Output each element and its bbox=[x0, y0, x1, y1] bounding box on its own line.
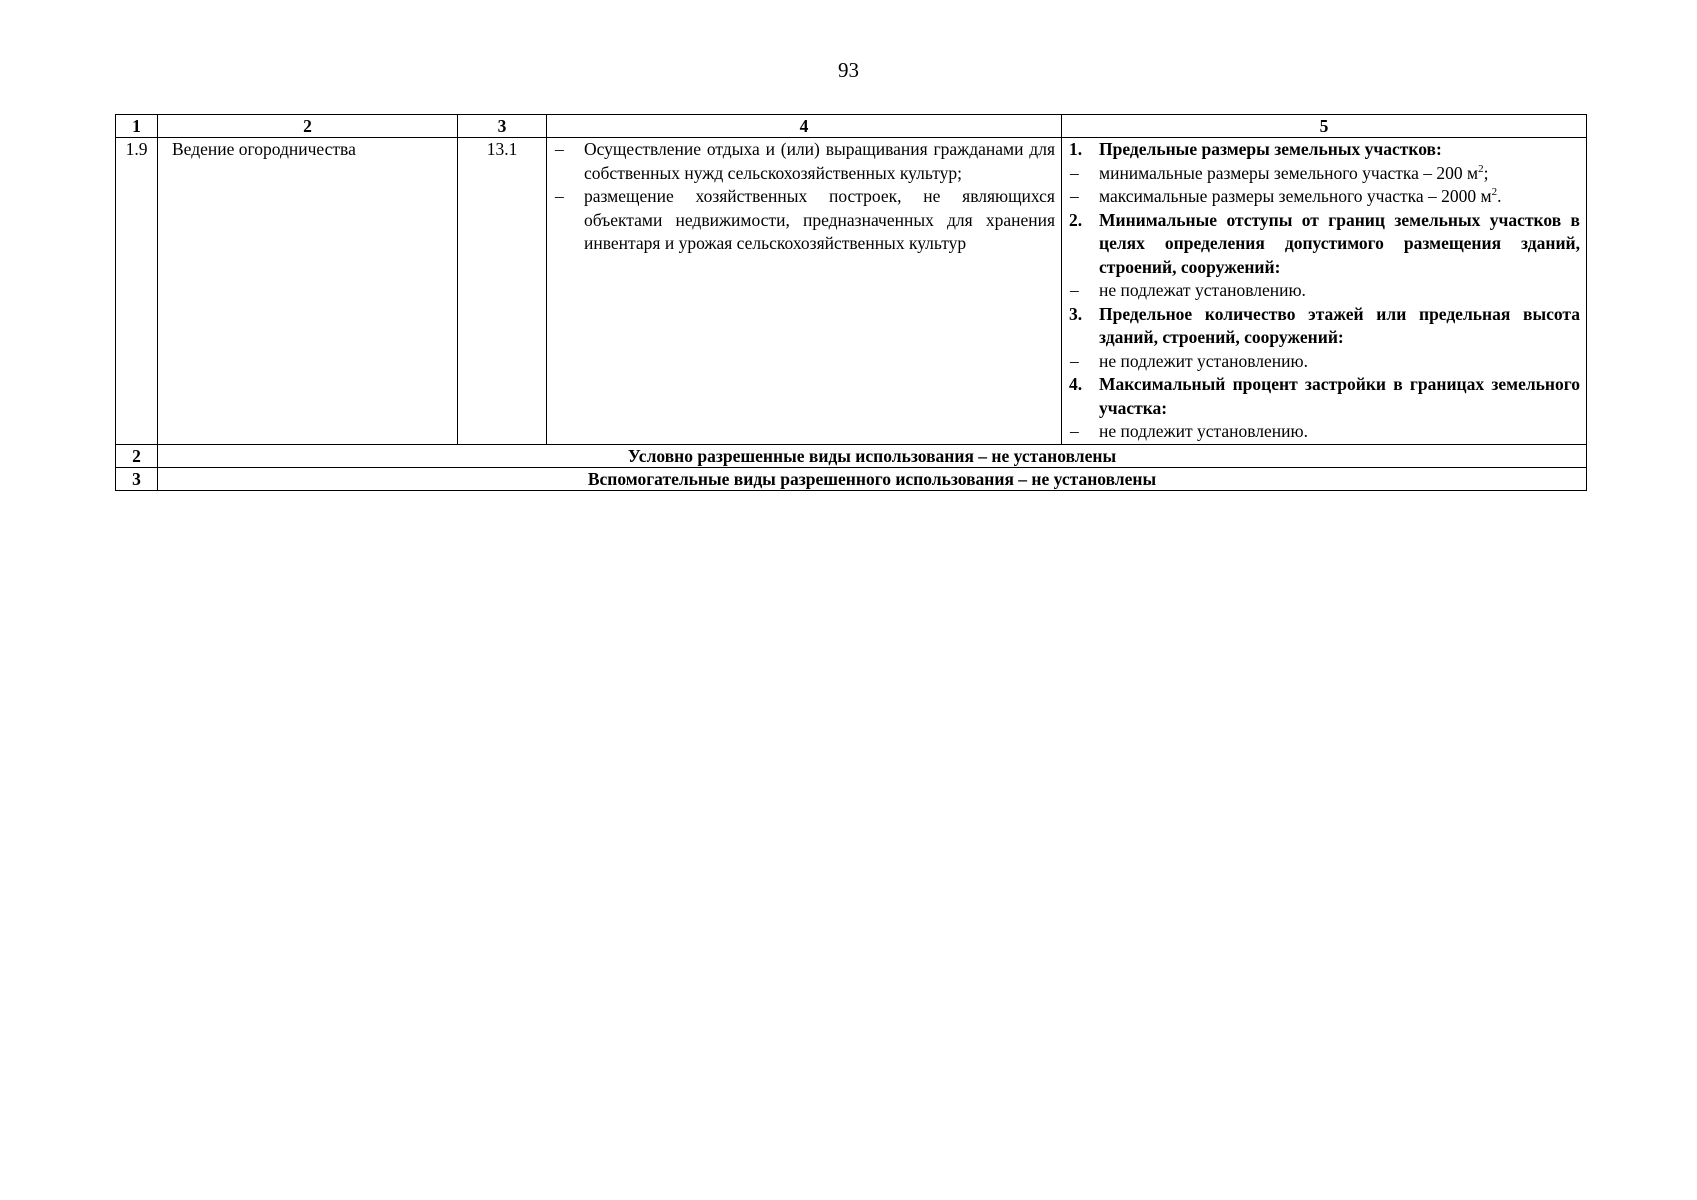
row-number: 3 bbox=[116, 467, 158, 490]
row-number: 2 bbox=[116, 444, 158, 467]
row-number: 1.9 bbox=[116, 138, 158, 445]
parameter-value: – не подлежит установлению. bbox=[1062, 420, 1580, 444]
table-row bbox=[116, 138, 1587, 445]
dash-icon: – bbox=[555, 139, 564, 159]
column-header-1: 1 bbox=[116, 115, 158, 138]
page-number: 93 bbox=[838, 58, 859, 82]
description-item: – размещение хозяйственных построек, не являющихся объектами недвижимости, предназначенных для хранения инвентаря и урожая сельскохозяйственных культур bbox=[555, 186, 1055, 253]
parameter-heading: 4. Максимальный процент застройки в границах земельного участка: bbox=[1069, 374, 1580, 418]
dash-icon: – bbox=[1070, 280, 1079, 300]
column-header-5: 5 bbox=[1062, 115, 1587, 138]
table-row bbox=[116, 444, 1587, 467]
column-header-3: 3 bbox=[458, 115, 547, 138]
parameter-value: – минимальные размеры земельного участка – 200 $м^2$; bbox=[1062, 162, 1580, 186]
dash-icon: – bbox=[555, 186, 564, 206]
land-use-parameters bbox=[1062, 138, 1587, 445]
dash-icon: – bbox=[1070, 162, 1079, 183]
table-header-row bbox=[116, 115, 1587, 138]
dash-icon: – bbox=[1070, 350, 1079, 371]
column-header-4: 4 bbox=[547, 115, 1062, 138]
parameter-value: – не подлежит установлению. bbox=[1062, 350, 1580, 374]
land-use-code: 13.1 bbox=[458, 138, 547, 445]
auxiliary-uses-note: Вспомогательные виды разрешенного использования – не установлены bbox=[158, 467, 1587, 490]
description-item: – Осуществление отдыха и (или) выращивания гражданами для собственных нужд сельскохозяйственных культур; bbox=[555, 139, 1055, 183]
parameter-heading: 3. Предельное количество этажей или предельная высота зданий, строений, сооружений: bbox=[1069, 303, 1580, 347]
conditional-uses-note: Условно разрешенные виды использования – не установлены bbox=[158, 444, 1587, 467]
dash-icon: – bbox=[1070, 421, 1079, 441]
parameter-value: – максимальные размеры земельного участка – 2000 $м^2$. bbox=[1062, 185, 1580, 209]
dash-icon: – bbox=[1070, 186, 1079, 206]
parameter-heading: 1. Предельные размеры земельных участков: bbox=[1069, 139, 1442, 159]
parameter-value: – не подлежат установлению. bbox=[1062, 279, 1580, 303]
parameter-heading: 2. Минимальные отступы от границ земельных участков в целях определения допустимого размещения зданий, строений, сооружений: bbox=[1069, 209, 1580, 277]
column-header-2: 2 bbox=[158, 115, 458, 138]
land-use-name: Ведение огородничества bbox=[158, 138, 458, 445]
land-use-description bbox=[547, 138, 1062, 445]
land-use-table bbox=[115, 114, 1587, 491]
table-row bbox=[116, 467, 1587, 490]
